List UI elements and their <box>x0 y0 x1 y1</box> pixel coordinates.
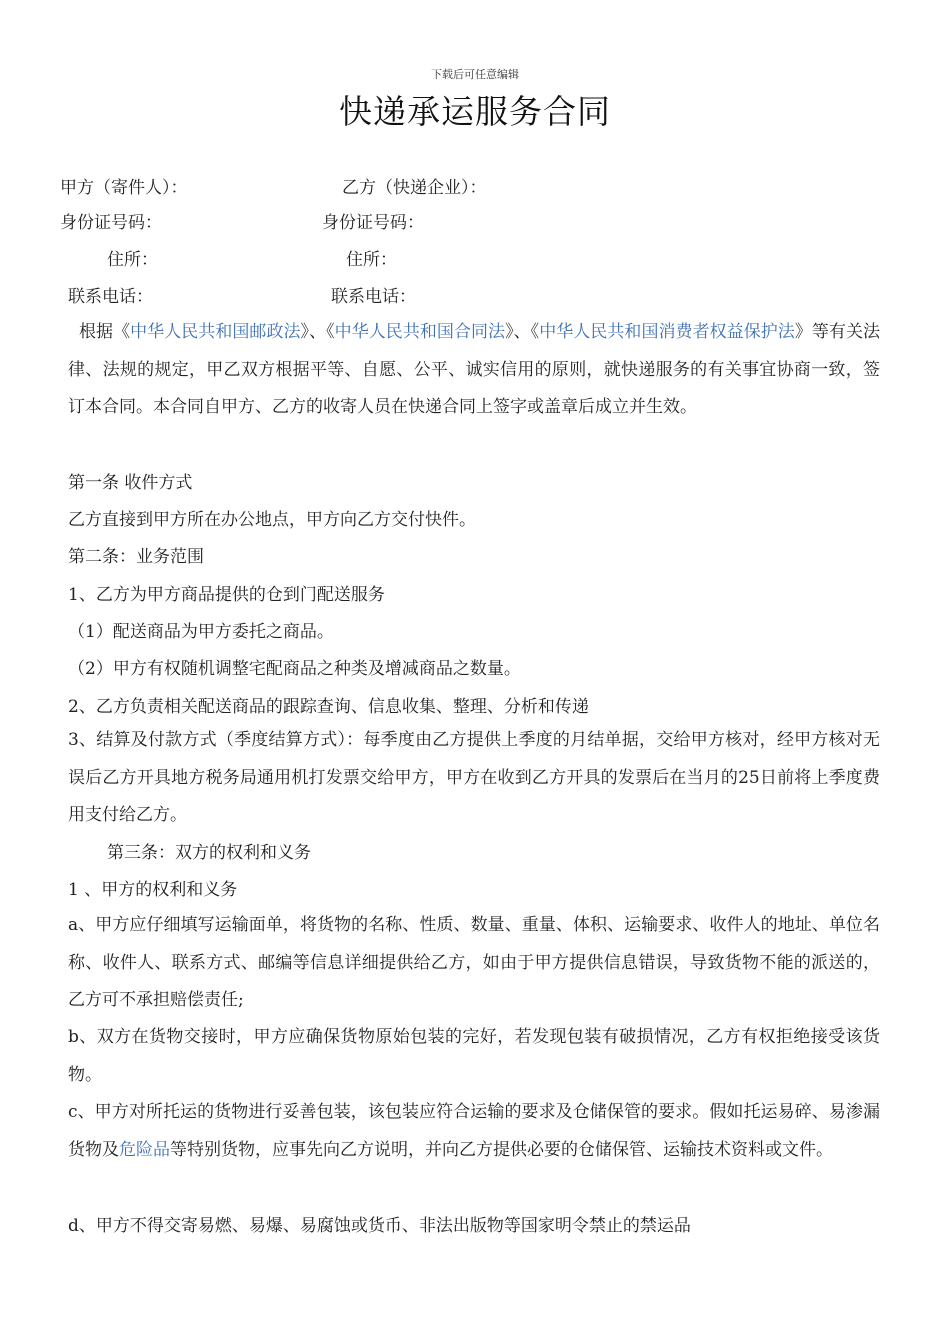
article-3-item-1: 1 、甲方的权利和义务 <box>68 880 238 900</box>
article-2-item-3: 3、结算及付款方式（季度结算方式）：每季度由乙方提供上季度的月结单据，交给甲方核对，经甲方核对无误后乙方开具地方税务局通用机打发票交给甲方，甲方在收到乙方开具的发票后在当月的25日前将上季度费用支付给乙方。 <box>68 730 880 825</box>
party-a-label: 甲方（寄件人）： <box>60 178 188 198</box>
article-1-title: 第一条 收件方式 <box>68 473 193 493</box>
article-2-item-1-2: （2）甲方有权随机调整宅配商品之种类及增减商品之数量。 <box>68 659 521 679</box>
address-a-label: 住所： <box>107 250 158 270</box>
id-a-label: 身份证号码： <box>60 213 162 233</box>
intro-sep-1: 》、《 <box>300 322 335 342</box>
article-3-clause-c <box>68 1094 880 1169</box>
party-b-label: 乙方（快递企业）： <box>342 178 487 198</box>
article-3-clause-b: b、双方在货物交接时，甲方应确保货物原始包装的完好，若发现包装有破损情况，乙方有权拒绝接受该货物。 <box>68 1027 880 1085</box>
article-2-item-1: 1、乙方为甲方商品提供的仓到门配送服务 <box>68 585 385 605</box>
intro-sep-2: 》、《 <box>505 322 540 342</box>
article-2-item-2: 2、乙方负责相关配送商品的跟踪查询、信息收集、整理、分析和传递 <box>68 697 589 717</box>
intro-paragraph <box>68 314 880 427</box>
document-title: 快递承运服务合同 <box>339 92 611 131</box>
clause-c-before: c、甲方对所托运的货物进行妥善包装，该包装应符合运输的要求及仓储保管的要求。假如托运易碎、易渗漏货物及 <box>68 1102 880 1160</box>
clause-c-after: 等特别货物，应事先向乙方说明，并向乙方提供必要的仓储保管、运输技术资料或文件。 <box>170 1139 833 1160</box>
dangerous-goods-link[interactable]: 危险品 <box>119 1139 170 1160</box>
address-b-label: 住所： <box>346 250 397 270</box>
article-3-title: 第三条：双方的权利和义务 <box>107 843 311 863</box>
law-link-consumer[interactable]: 中华人民共和国消费者权益保护法 <box>539 322 795 342</box>
law-link-contract[interactable]: 中华人民共和国合同法 <box>334 322 506 342</box>
article-1-text: 乙方直接到甲方所在办公地点，甲方向乙方交付快件。 <box>68 510 476 530</box>
phone-b-label: 联系电话： <box>331 287 416 307</box>
phone-a-label: 联系电话： <box>68 287 153 307</box>
intro-prefix: 根据《 <box>79 322 131 342</box>
article-3-clause-d: d、甲方不得交寄易燃、易爆、易腐蚀或货币、非法出版物等国家明令禁止的禁运品 <box>68 1216 691 1236</box>
id-b-label: 身份证号码： <box>322 213 424 233</box>
intro-rest: 》等有关法律、法规的规定，甲乙双方根据平等、自愿、公平、诚实信用的原则，就快递服务的有关事宜协商一致，签订本合同。本合同自甲方、乙方的收寄人员在快递合同上签字或盖章后成立并生效。 <box>68 322 881 417</box>
article-2-item-1-1: （1）配送商品为甲方委托之商品。 <box>68 622 334 642</box>
article-2-title: 第二条：业务范围 <box>68 547 204 567</box>
law-link-postal[interactable]: 中华人民共和国邮政法 <box>130 322 301 342</box>
article-3-clause-a: a、甲方应仔细填写运输面单，将货物的名称、性质、数量、重量、体积、运输要求、收件人的地址、单位名称、收件人、联系方式、邮编等信息详细提供给乙方，如由于甲方提供信息错误，导致货物不能的派送的，乙方可不承担赔偿责任; <box>68 915 880 1010</box>
download-note: 下载后可任意编辑 <box>431 68 519 81</box>
